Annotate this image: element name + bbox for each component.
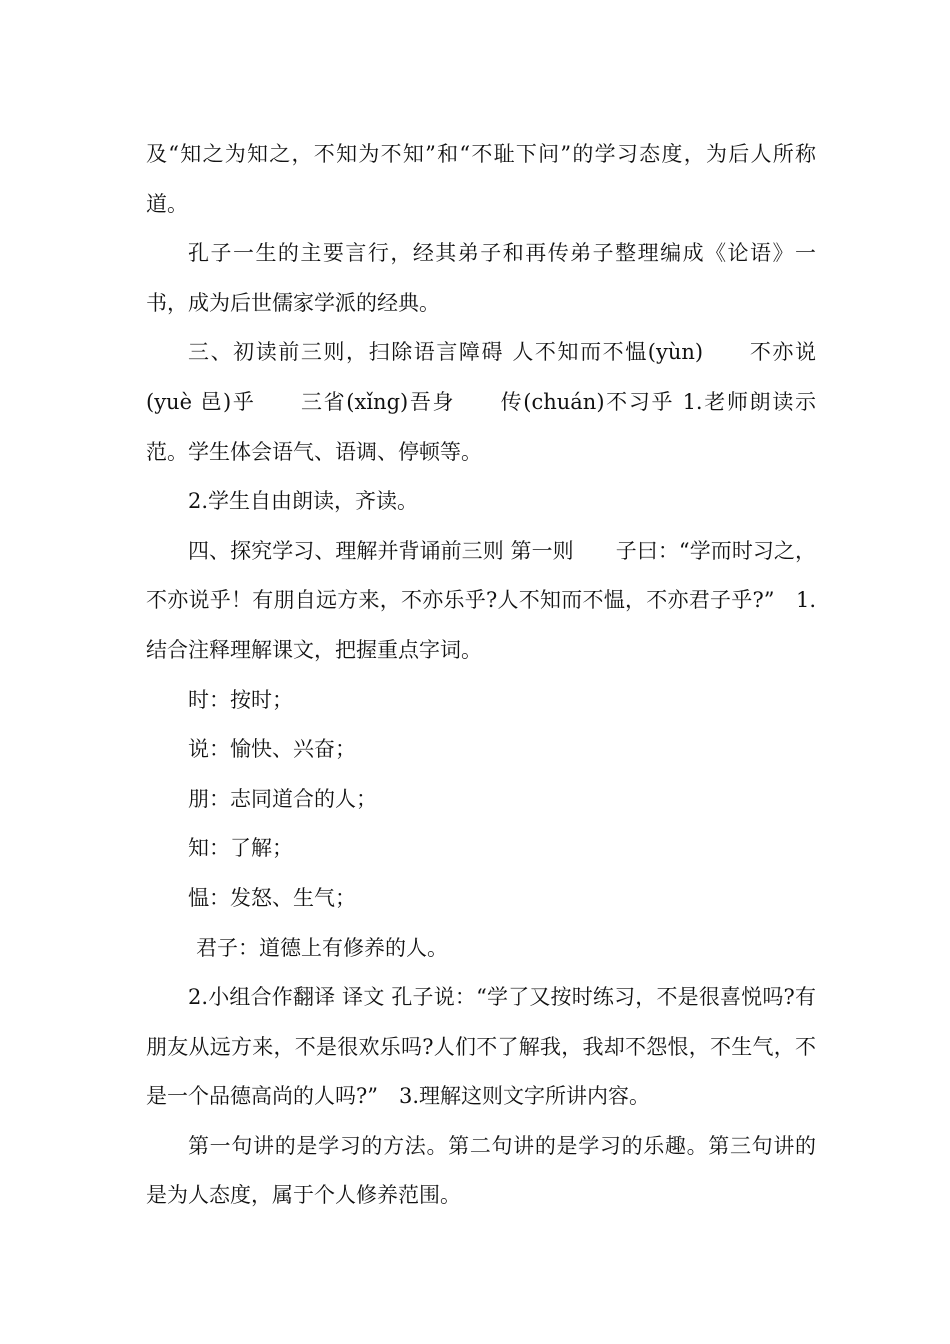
definition-peng: 朋：志同道合的人；	[188, 786, 377, 811]
paragraph-confucius-analects: 孔子一生的主要言行，经其弟子和再传弟子整理编成《论语》一书，成为后世儒家学派的经典。	[146, 241, 816, 315]
paragraph-free-reading: 2.学生自由朗读，齐读。	[188, 489, 419, 514]
document-body	[146, 130, 816, 1221]
definition-zhi: 知：了解；	[188, 836, 293, 861]
paragraph-translation: 2.小组合作翻译 译文 孔子说：“学了又按时练习，不是很喜悦吗?有朋友从远方来，不是很欢乐吗?人们不了解我，我却不怨恨，不生气，不是一个品德高尚的人吗?” 3.理解这则文字所讲内容。	[146, 985, 816, 1109]
paragraph-section-four: 四、探究学习、理解并背诵前三则 第一则 子曰：“学而时习之，不亦说乎！有朋自远方来，不亦乐乎?人不知而不愠，不亦君子乎?” 1.结合注释理解课文，把握重点字词。	[146, 538, 816, 662]
paragraph-section-three: 三、初读前三则，扫除语言障碍 人不知而不愠(yùn) 不亦说(yuè 邑)乎 三省(xǐng)吾身 传(chuán)不习乎 1.老师朗读示范。学生体会语气、语调、停顿等。	[146, 340, 816, 464]
paragraph-continuation: 及“知之为知之，不知为不知”和“不耻下问”的学习态度，为后人所称道。	[146, 142, 816, 216]
definition-yue: 说：愉快、兴奋；	[188, 737, 356, 762]
definition-shi: 时：按时；	[188, 687, 293, 712]
definition-junzi: 君子：道德上有修养的人。	[196, 935, 448, 960]
paragraph-analysis: 第一句讲的是学习的方法。第二句讲的是学习的乐趣。第三句讲的是为人态度，属于个人修养范围。	[146, 1133, 816, 1208]
definition-yun: 愠：发怒、生气；	[188, 885, 356, 910]
